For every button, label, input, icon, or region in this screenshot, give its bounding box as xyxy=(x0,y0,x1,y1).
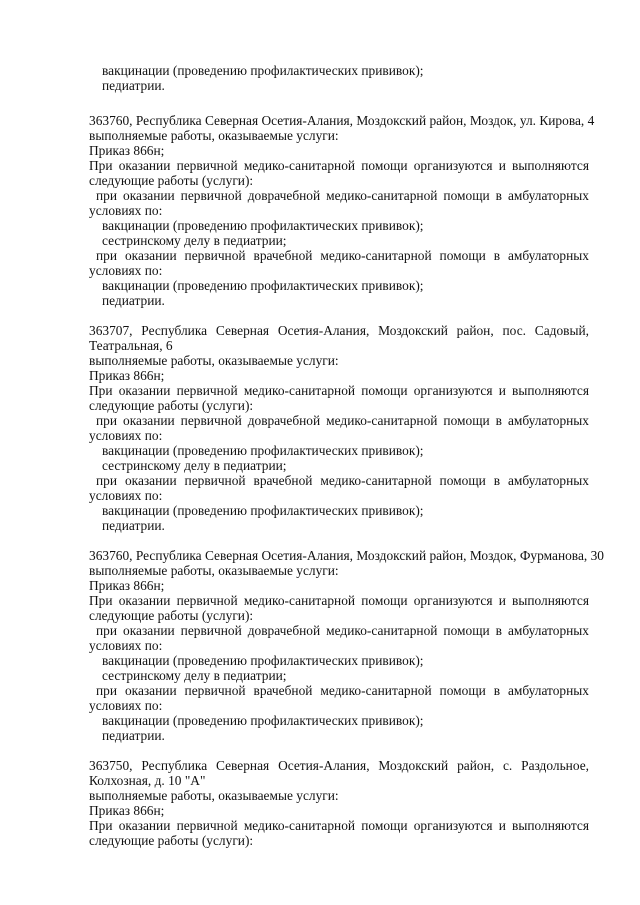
service-item: педиатрии. xyxy=(102,78,165,93)
service-item: вакцинации (проведению профилактических прививок); xyxy=(102,503,424,518)
text-line: условиях по: xyxy=(89,488,163,503)
address-line: 363707, Республика Северная Осетия-Алания, Моздокский район, пос. Садовый, xyxy=(89,323,589,338)
service-item: сестринскому делу в педиатрии; xyxy=(102,233,287,248)
service-item: вакцинации (проведению профилактических прививок); xyxy=(102,278,424,293)
text-line: условиях по: xyxy=(89,428,163,443)
address-line: 363760, Республика Северная Осетия-Алания, Моздокский район, Моздок, ул. Кирова, 4 xyxy=(89,113,595,128)
text-line: При оказании первичной медико-санитарной помощи организуются и выполняются xyxy=(89,593,589,608)
text-line: выполняемые работы, оказываемые услуги: xyxy=(89,353,339,368)
service-item: вакцинации (проведению профилактических прививок); xyxy=(102,218,424,233)
service-item: сестринскому делу в педиатрии; xyxy=(102,668,287,683)
order-line: Приказ 866н; xyxy=(89,368,165,383)
text-line: при оказании первичной доврачебной медико-санитарной помощи в амбулаторных xyxy=(96,188,589,203)
text-line: следующие работы (услуги): xyxy=(89,398,254,413)
text-line: при оказании первичной доврачебной медико-санитарной помощи в амбулаторных xyxy=(96,413,589,428)
order-line: Приказ 866н; xyxy=(89,578,165,593)
service-item: сестринскому делу в педиатрии; xyxy=(102,458,287,473)
text-line: следующие работы (услуги): xyxy=(89,173,254,188)
address-line: 363750, Республика Северная Осетия-Алания, Моздокский район, с. Раздольное, xyxy=(89,758,589,773)
text-line: при оказании первичной врачебной медико-санитарной помощи в амбулаторных xyxy=(96,683,589,698)
service-item: педиатрии. xyxy=(102,518,165,533)
text-line: при оказании первичной врачебной медико-санитарной помощи в амбулаторных xyxy=(96,248,589,263)
order-line: Приказ 866н; xyxy=(89,143,165,158)
text-line: следующие работы (услуги): xyxy=(89,608,254,623)
service-item: педиатрии. xyxy=(102,293,165,308)
text-line: условиях по: xyxy=(89,698,163,713)
text-line: следующие работы (услуги): xyxy=(89,833,254,848)
text-line: условиях по: xyxy=(89,638,163,653)
text-line: выполняемые работы, оказываемые услуги: xyxy=(89,563,339,578)
text-line: При оказании первичной медико-санитарной помощи организуются и выполняются xyxy=(89,383,589,398)
service-item: вакцинации (проведению профилактических прививок); xyxy=(102,63,424,78)
text-line: условиях по: xyxy=(89,263,163,278)
address-line: 363760, Республика Северная Осетия-Алания, Моздокский район, Моздок, Фурманова, 30 xyxy=(89,548,604,563)
service-item: вакцинации (проведению профилактических прививок); xyxy=(102,653,424,668)
address-line: Театральная, 6 xyxy=(89,338,173,353)
text-line: условиях по: xyxy=(89,203,163,218)
order-line: Приказ 866н; xyxy=(89,803,165,818)
service-item: вакцинации (проведению профилактических прививок); xyxy=(102,713,424,728)
text-line: выполняемые работы, оказываемые услуги: xyxy=(89,128,339,143)
text-line: при оказании первичной доврачебной медико-санитарной помощи в амбулаторных xyxy=(96,623,589,638)
address-line: Колхозная, д. 10 "А" xyxy=(89,773,206,788)
text-line: выполняемые работы, оказываемые услуги: xyxy=(89,788,339,803)
service-item: педиатрии. xyxy=(102,728,165,743)
text-line: При оказании первичной медико-санитарной помощи организуются и выполняются xyxy=(89,818,589,833)
text-line: при оказании первичной врачебной медико-санитарной помощи в амбулаторных xyxy=(96,473,589,488)
text-line: При оказании первичной медико-санитарной помощи организуются и выполняются xyxy=(89,158,589,173)
service-item: вакцинации (проведению профилактических прививок); xyxy=(102,443,424,458)
